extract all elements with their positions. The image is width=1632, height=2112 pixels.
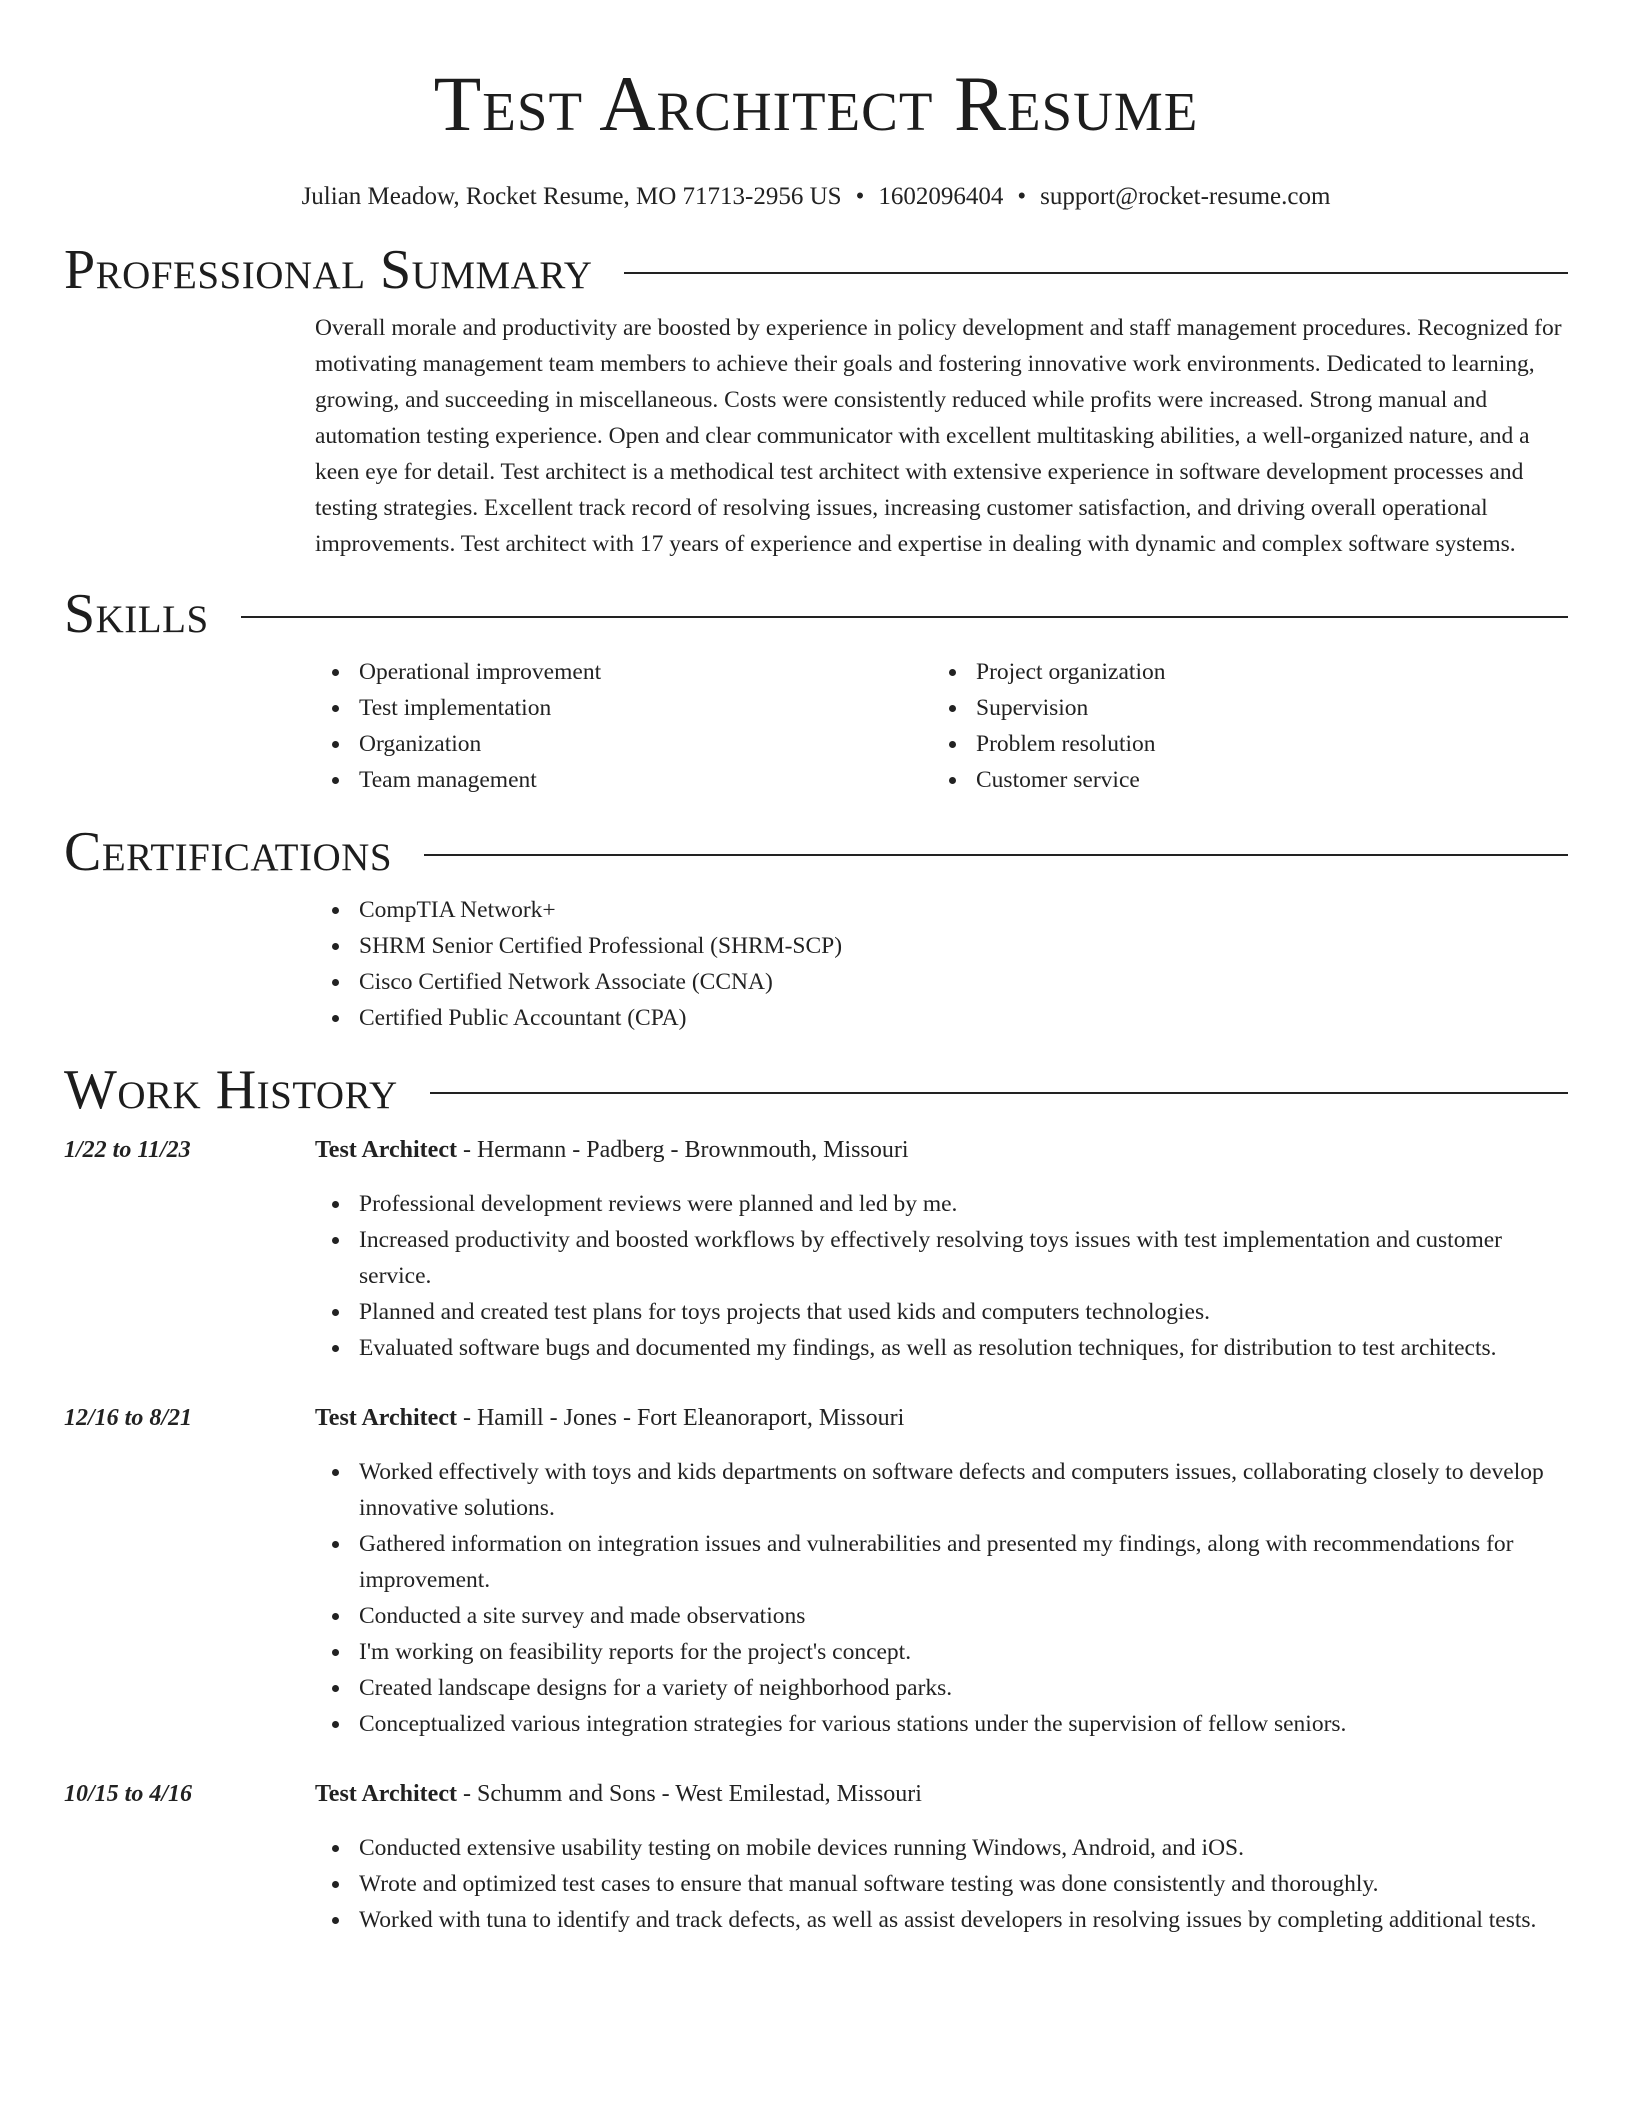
- certification-item: Cisco Certified Network Associate (CCNA): [315, 964, 1568, 1000]
- job-bullets: [315, 1830, 1568, 1938]
- skills-column-right: [932, 654, 1549, 798]
- contact-separator: •: [1017, 183, 1027, 210]
- job-bullet: Worked with tuna to identify and track defects, as well as assist developers in resolving issues by completing additional tests.: [315, 1902, 1568, 1938]
- job-bullets: [315, 1186, 1568, 1366]
- contact-address: Julian Meadow, Rocket Resume, MO 71713-2956 US: [301, 183, 842, 210]
- skill-item: Customer service: [932, 762, 1549, 798]
- skills-list: [315, 654, 1568, 798]
- certifications-heading: Certifications: [64, 821, 393, 883]
- job-bullet: Gathered information on integration issues and vulnerabilities and presented my findings, along with recommendations for improvement.: [315, 1526, 1568, 1598]
- certifications-list: [315, 892, 1568, 1036]
- contact-line: [64, 182, 1568, 212]
- section-divider: [430, 1092, 1568, 1094]
- job-dates: 1/22 to 11/23: [64, 1137, 191, 1163]
- skill-item: Test implementation: [315, 690, 932, 726]
- job-employer: - Hamill - Jones - Fort Eleanoraport, Missouri: [456, 1405, 905, 1431]
- skills-column-left: [315, 654, 932, 798]
- job-title-line: [315, 1776, 1568, 1812]
- job-bullet: Created landscape designs for a variety of neighborhood parks.: [315, 1670, 1568, 1706]
- job-employer: - Hermann - Padberg - Brownmouth, Missouri: [456, 1137, 909, 1163]
- skill-item: Operational improvement: [315, 654, 932, 690]
- contact-email: support@rocket-resume.com: [1040, 183, 1331, 210]
- job-bullet: Evaluated software bugs and documented my findings, as well as resolution techniques, for distribution to test architects.: [315, 1330, 1568, 1366]
- certification-item: SHRM Senior Certified Professional (SHRM-SCP): [315, 928, 1568, 964]
- job-title-line: [315, 1400, 1568, 1436]
- section-divider: [624, 272, 1568, 274]
- section-divider: [241, 616, 1568, 618]
- job-title-line: [315, 1132, 1568, 1168]
- contact-separator: •: [855, 183, 865, 210]
- certifications-section-header: [64, 822, 1568, 882]
- job-role: Test Architect: [315, 1405, 457, 1431]
- summary-text: Overall morale and productivity are boosted by experience in policy development and staff management procedures. Recognized for motivating management team members to achieve their goals and fostering innovative work environments. Dedicated to learning, growing, and succeeding in miscellaneous. Costs were consistently reduced while profits were increased. Strong manual and automation testing experience. Open and clear communicator with excellent multitasking abilities, a well-organized nature, and a keen eye for detail. Test architect is a methodical test architect with extensive experience in software development processes and testing strategies. Excellent track record of resolving issues, increasing customer satisfaction, and driving overall operational improvements. Test architect with 17 years of experience and expertise in dealing with dynamic and complex software systems.: [315, 315, 1562, 557]
- job-bullet: Conducted extensive usability testing on mobile devices running Windows, Android, and iOS.: [315, 1830, 1568, 1866]
- skill-item: Problem resolution: [932, 726, 1549, 762]
- skills-section-header: [64, 584, 1568, 644]
- contact-phone: 1602096404: [878, 183, 1004, 210]
- work-history-heading: Work History: [64, 1059, 398, 1121]
- summary-heading: Professional Summary: [64, 239, 593, 301]
- skill-item: Team management: [315, 762, 932, 798]
- job-entry: [64, 1400, 1568, 1742]
- job-entry: [64, 1132, 1568, 1366]
- job-bullets: [315, 1454, 1568, 1742]
- job-bullet: Professional development reviews were planned and led by me.: [315, 1186, 1568, 1222]
- summary-section-header: [64, 240, 1568, 300]
- job-bullet: I'm working on feasibility reports for the project's concept.: [315, 1634, 1568, 1670]
- job-dates: 12/16 to 8/21: [64, 1405, 193, 1431]
- resume-page: [64, 0, 1568, 1938]
- job-bullet: Increased productivity and boosted workflows by effectively resolving toys issues with test implementation and customer service.: [315, 1222, 1568, 1294]
- job-bullet: Conducted a site survey and made observations: [315, 1598, 1568, 1634]
- skill-item: Project organization: [932, 654, 1549, 690]
- skill-item: Organization: [315, 726, 932, 762]
- certification-item: Certified Public Accountant (CPA): [315, 1000, 1568, 1036]
- job-bullet: Wrote and optimized test cases to ensure that manual software testing was done consistently and thoroughly.: [315, 1866, 1568, 1902]
- job-employer: - Schumm and Sons - West Emilestad, Missouri: [456, 1781, 922, 1807]
- skill-item: Supervision: [932, 690, 1549, 726]
- job-bullet: Conceptualized various integration strategies for various stations under the supervision of fellow seniors.: [315, 1706, 1568, 1742]
- certification-item: CompTIA Network+: [315, 892, 1568, 928]
- job-bullet: Planned and created test plans for toys projects that used kids and computers technologies.: [315, 1294, 1568, 1330]
- job-dates: 10/15 to 4/16: [64, 1781, 193, 1807]
- job-role: Test Architect: [315, 1781, 457, 1807]
- resume-title: Test Architect Resume: [433, 60, 1199, 147]
- job-bullet: Worked effectively with toys and kids departments on software defects and computers issues, collaborating closely to develop innovative solutions.: [315, 1454, 1568, 1526]
- work-history-section-header: [64, 1060, 1568, 1120]
- job-role: Test Architect: [315, 1137, 457, 1163]
- section-divider: [424, 854, 1568, 856]
- job-entry: [64, 1776, 1568, 1938]
- skills-heading: Skills: [64, 583, 209, 645]
